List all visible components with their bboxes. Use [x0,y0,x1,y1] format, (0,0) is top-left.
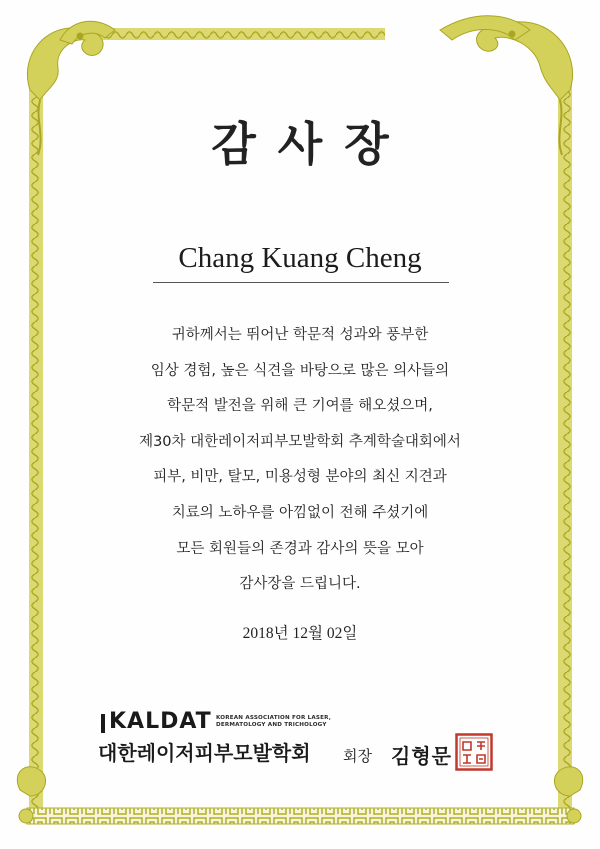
organization-logo [98,711,378,771]
organization-korean-name: 대한레이저피부모발학회 [98,741,311,765]
signatory-name: 김형문 [391,744,452,768]
right-vine-border [558,70,572,810]
bottom-meander-border [27,808,574,824]
issue-date: 2018년 12월 02일 [242,625,358,642]
body-line: 귀하께서는 뛰어난 학문적 성과와 풍부한 [171,327,429,343]
recipient-name: Chang Kuang Cheng [178,242,422,274]
body-line: 학문적 발전을 위해 큰 기여를 해오셨으며, [167,398,433,415]
top-vine-border [95,28,385,40]
organization-english-name: KOREAN ASSOCIATION FOR LASER, DERMATOLOGY AND TRICHOLOGY [216,715,332,728]
body-line: 모든 회원들의 존경과 감사의 뜻을 모아 [176,540,424,557]
body-line: 임상 경험, 높은 식견을 바탕으로 많은 의사들의 [150,362,450,379]
left-vine-border [29,70,43,810]
body-line: 감사장을 드립니다. [239,576,361,593]
certificate-body [60,318,540,603]
body-line: 제30차 대한레이저피부모발학회 추계학술대회에서 [139,433,461,450]
logo-bar-icon [101,714,105,733]
recipient-underline [153,282,449,283]
signatory-title: 회장 [343,747,372,765]
body-line: 피부, 비만, 탈모, 미용성형 분야의 최신 지견과 [153,469,447,486]
logo-wordmark: KALDAT [109,709,212,734]
body-line: 치료의 노하우를 아낌없이 전해 주셨기에 [171,504,429,521]
certificate-title: 감사장 [211,117,411,171]
official-seal-icon [455,733,493,771]
